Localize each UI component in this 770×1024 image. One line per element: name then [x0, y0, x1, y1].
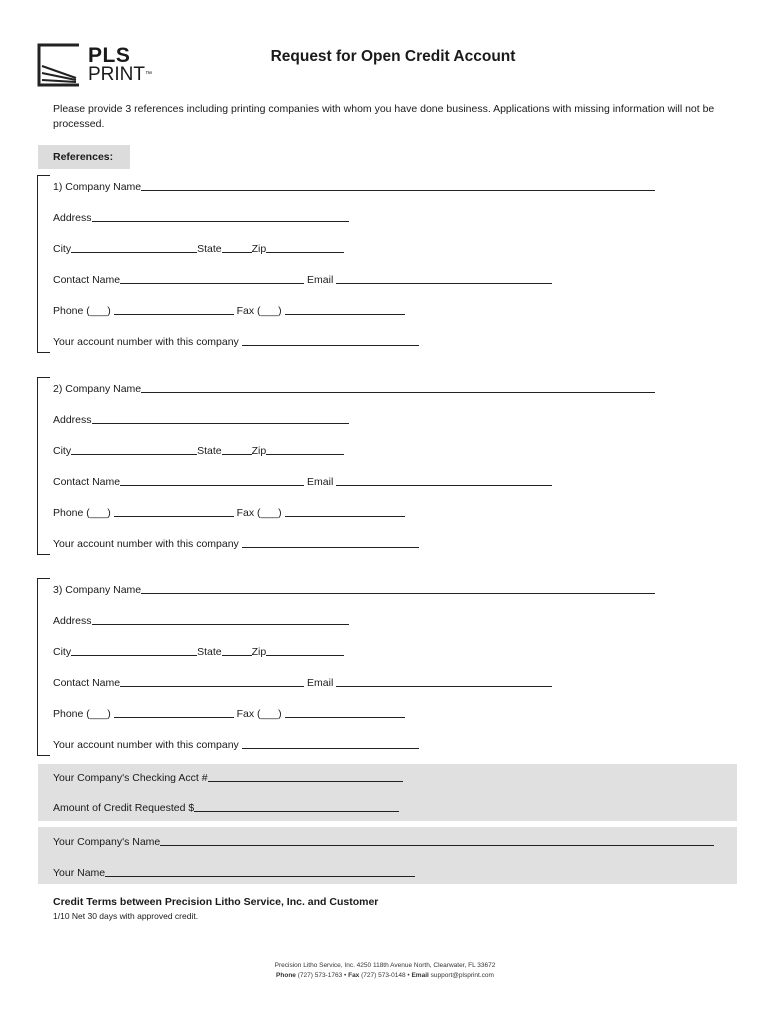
- bracket: [37, 377, 50, 555]
- company-name-applicant-row: Your Company's Name: [53, 833, 714, 849]
- your-company-name-field[interactable]: [160, 833, 714, 846]
- credit-amount-row: Amount of Credit Requested $: [53, 799, 399, 815]
- phone-fax-row: Phone (___) Fax (___): [53, 504, 405, 520]
- email-field[interactable]: [336, 674, 552, 687]
- terms-text: 1/10 Net 30 days with approved credit.: [53, 911, 199, 921]
- references-header: References:: [38, 145, 130, 169]
- contact-email-row: Contact Name Email: [53, 674, 552, 690]
- address-field[interactable]: [92, 209, 349, 222]
- your-name-field[interactable]: [105, 864, 415, 877]
- contact-name-field[interactable]: [120, 271, 304, 284]
- state-field[interactable]: [222, 643, 252, 656]
- address-row: Address: [53, 612, 349, 628]
- contact-email-row: Contact Name Email: [53, 473, 552, 489]
- fax-field[interactable]: [285, 302, 405, 315]
- company-name-field[interactable]: [141, 178, 655, 191]
- address-row: Address: [53, 411, 349, 427]
- company-name-row: 3) Company Name: [53, 581, 655, 597]
- account-number-field[interactable]: [242, 333, 419, 346]
- address-row: Address: [53, 209, 349, 225]
- email-field[interactable]: [336, 473, 552, 486]
- city-state-zip-row: City State Zip: [53, 240, 344, 256]
- bracket: [37, 175, 50, 353]
- account-number-field[interactable]: [242, 535, 419, 548]
- company-name-field[interactable]: [141, 380, 655, 393]
- footer-contact: Phone (727) 573-1763 • Fax (727) 573-0148 • Email support@plsprint.com: [276, 972, 494, 979]
- checking-row: Your Company's Checking Acct #: [53, 769, 403, 785]
- account-number-row: Your account number with this company: [53, 535, 419, 551]
- company-name-row: 2) Company Name: [53, 380, 655, 396]
- terms-title: Credit Terms between Precision Litho Service, Inc. and Customer: [53, 896, 379, 908]
- intro-text: Please provide 3 references including printing companies with whom you have done business. Applications with missing information will not be processed.: [53, 103, 715, 130]
- account-number-row: Your account number with this company: [53, 736, 419, 752]
- city-state-zip-row: City State Zip: [53, 442, 344, 458]
- checking-account-field[interactable]: [208, 769, 403, 782]
- phone-field[interactable]: [114, 504, 234, 517]
- zip-field[interactable]: [266, 442, 344, 455]
- contact-name-field[interactable]: [120, 674, 304, 687]
- bracket: [37, 578, 50, 756]
- city-field[interactable]: [71, 442, 197, 455]
- state-field[interactable]: [222, 442, 252, 455]
- city-field[interactable]: [71, 643, 197, 656]
- phone-fax-row: Phone (___) Fax (___): [53, 705, 405, 721]
- zip-field[interactable]: [266, 643, 344, 656]
- phone-field[interactable]: [114, 302, 234, 315]
- company-name-field[interactable]: [141, 581, 655, 594]
- zip-field[interactable]: [266, 240, 344, 253]
- city-field[interactable]: [71, 240, 197, 253]
- account-number-row: Your account number with this company: [53, 333, 419, 349]
- city-state-zip-row: City State Zip: [53, 643, 344, 659]
- logo-text-pls: PLS: [88, 44, 131, 67]
- your-name-row: Your Name: [53, 864, 415, 880]
- state-field[interactable]: [222, 240, 252, 253]
- email-field[interactable]: [336, 271, 552, 284]
- credit-amount-field[interactable]: [194, 799, 399, 812]
- address-field[interactable]: [92, 612, 349, 625]
- logo-text-print: PRINT™: [88, 64, 152, 85]
- fax-field[interactable]: [285, 504, 405, 517]
- footer-address: Precision Litho Service, Inc. 4250 118th Avenue North, Clearwater, FL 33672: [274, 962, 496, 969]
- company-name-row: 1) Company Name: [53, 178, 655, 194]
- contact-email-row: Contact Name Email: [53, 271, 552, 287]
- account-number-field[interactable]: [242, 736, 419, 749]
- phone-fax-row: Phone (___) Fax (___): [53, 302, 405, 318]
- page-title: Request for Open Credit Account: [270, 48, 516, 65]
- address-field[interactable]: [92, 411, 349, 424]
- contact-name-field[interactable]: [120, 473, 304, 486]
- fax-field[interactable]: [285, 705, 405, 718]
- phone-field[interactable]: [114, 705, 234, 718]
